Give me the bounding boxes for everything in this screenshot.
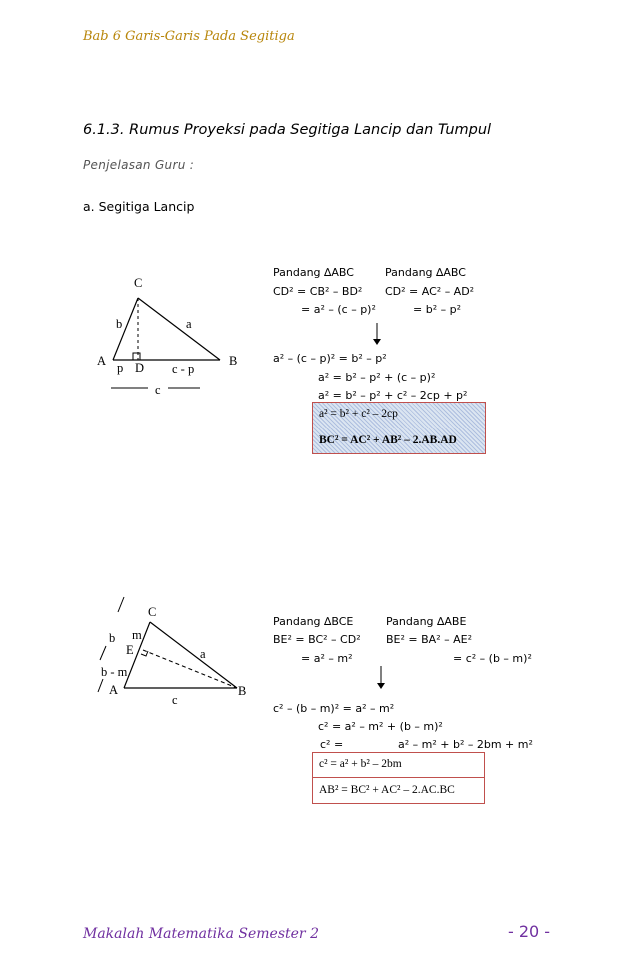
page-number: - 20 - xyxy=(508,922,551,941)
footer-title: Makalah Matematika Semester 2 xyxy=(83,926,319,942)
deriv1-step1: a² – (c – p)² = b² – p² xyxy=(273,352,387,365)
fig1-label-b: b xyxy=(116,317,123,331)
deriv1-step2: a² = b² – p² + (c – p)² xyxy=(318,371,436,384)
deriv2-step2: c² = a² – m² + (b – m)² xyxy=(318,720,443,733)
fig2-label-c: C xyxy=(148,605,157,619)
fig2-label-b: b xyxy=(109,631,116,645)
fig1-label-vertex-a: A xyxy=(97,354,107,368)
fig1-label-d: D xyxy=(135,361,145,375)
deriv1-right-line1: CD² = AC² – AD² xyxy=(385,285,475,298)
deriv1-right-line2: = b² – p² xyxy=(413,303,461,316)
deriv1-right-head: Pandang ∆ABC xyxy=(385,266,466,279)
section-title: 6.1.3. Rumus Proyeksi pada Segitiga Lancip dan Tumpul xyxy=(83,122,492,138)
result-2-line1: c² = a² + b² – 2bm xyxy=(313,753,484,778)
chapter-header: Bab 6 Garis-Garis Pada Segitiga xyxy=(83,29,295,44)
deriv2-left-head: Pandang ∆BCE xyxy=(273,615,354,628)
result-1-line2: BC² = AC² + AB² – 2.AB.AD xyxy=(313,428,485,453)
deriv2-left-line1: BE² = BC² – CD² xyxy=(273,633,361,646)
deriv2-right-head: Pandang ∆ABE xyxy=(386,615,467,628)
deriv1-left-head: Pandang ∆ABC xyxy=(273,266,354,279)
deriv1-left-line1: CD² = CB² – BD² xyxy=(273,285,363,298)
deriv2-right-line2: = c² – (b – m)² xyxy=(453,652,532,665)
subsection-acute: a. Segitiga Lancip xyxy=(83,199,195,214)
result-2-line2: AB² = BC² + AC² – 2.AC.BC xyxy=(319,784,455,796)
fig1-label-a: a xyxy=(186,317,192,331)
explanation-label: Penjelasan Guru : xyxy=(83,158,195,172)
fig2-label-e: E xyxy=(126,643,134,657)
triangle-acute xyxy=(111,298,220,388)
fig2-label-vertex-b: B xyxy=(238,684,247,698)
fig1-label-p: p xyxy=(117,361,124,375)
result-box-2 xyxy=(312,752,485,804)
fig1-label-vertex-b: B xyxy=(229,354,238,368)
fig1-label-c: C xyxy=(134,276,143,290)
deriv1-step3: a² = b² – p² + c² – 2cp + p² xyxy=(318,389,468,402)
deriv2-step3-rhs: a² – m² + b² – 2bm + m² xyxy=(398,738,533,751)
fig1-label-c-base: c xyxy=(155,383,161,397)
fig2-label-vertex-a: A xyxy=(109,683,119,697)
result-1-line1: a² = b² + c² – 2cp xyxy=(313,403,485,428)
fig2-label-a: a xyxy=(200,647,206,661)
deriv1-left-line2: = a² – (c – p)² xyxy=(301,303,376,316)
deriv2-step1: c² – (b – m)² = a² – m² xyxy=(273,702,395,715)
deriv2-step3-lhs: c² = xyxy=(320,738,344,751)
deriv2-left-line2: = a² – m² xyxy=(301,652,353,665)
fig2-label-c-base: c xyxy=(172,693,178,707)
fig2-label-m: m xyxy=(132,628,142,642)
fig1-label-cp: c - p xyxy=(172,362,195,376)
deriv2-right-line1: BE² = BA² – AE² xyxy=(386,633,472,646)
result-box-1 xyxy=(312,402,486,454)
fig2-label-bm: b - m xyxy=(101,665,128,679)
